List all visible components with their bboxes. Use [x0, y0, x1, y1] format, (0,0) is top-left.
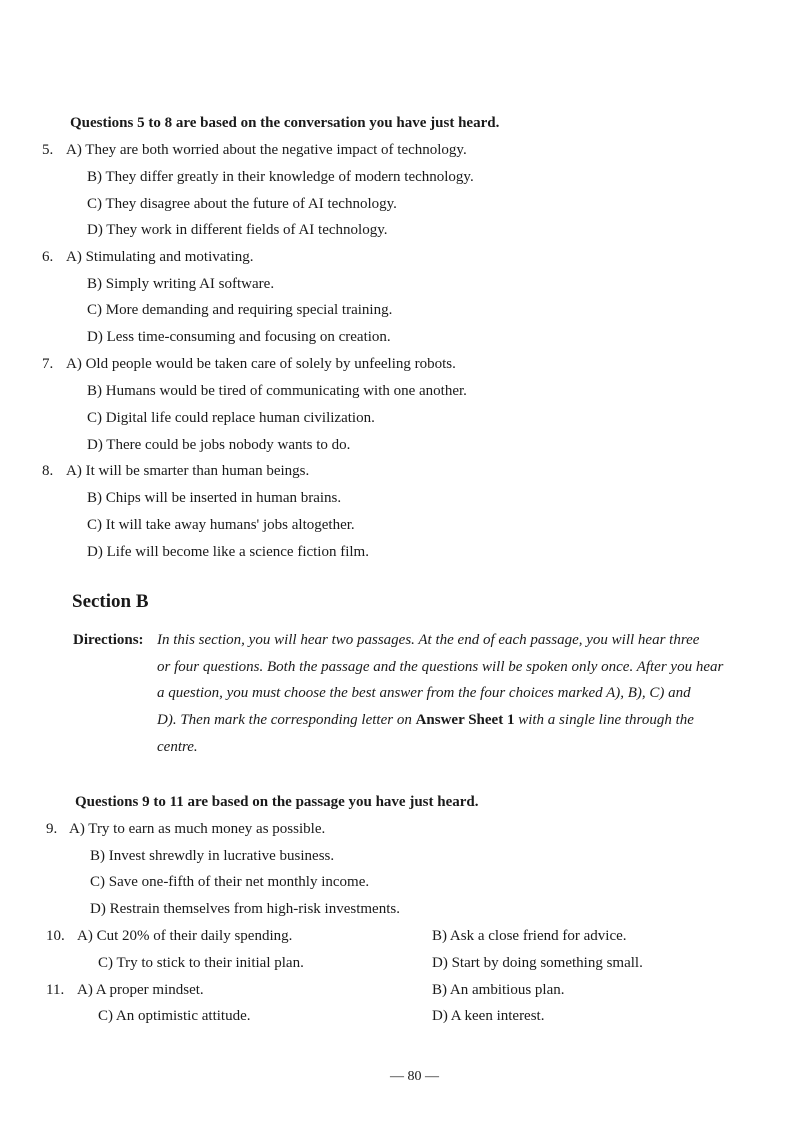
question-10-option-b: B) Ask a close friend for advice.	[432, 928, 627, 944]
question-11-option-a: A) A proper mindset.	[77, 982, 204, 998]
question-11-number: 11.	[46, 982, 65, 998]
directions-line-5: centre.	[157, 739, 198, 755]
question-10-option-c: C) Try to stick to their initial plan.	[98, 955, 304, 971]
questions-5-8-heading: Questions 5 to 8 are based on the conversation you have just heard.	[70, 115, 500, 131]
question-7-option-a: A) Old people would be taken care of solely by unfeeling robots.	[66, 356, 456, 372]
question-6-option-b: B) Simply writing AI software.	[87, 276, 275, 292]
directions-line-4-end: with a single line through the	[514, 712, 694, 728]
question-11-option-c: C) An optimistic attitude.	[98, 1008, 251, 1024]
question-7-number: 7.	[42, 356, 54, 372]
question-9-option-c: C) Save one-fifth of their net monthly income.	[90, 874, 370, 890]
question-8-option-a: A) It will be smarter than human beings.	[66, 463, 310, 479]
question-8-option-d: D) Life will become like a science fiction film.	[87, 544, 369, 560]
question-8-option-b: B) Chips will be inserted in human brains.	[87, 490, 342, 506]
question-5-option-a: A) They are both worried about the negative impact of technology.	[66, 142, 467, 158]
section-b-title: Section B	[72, 591, 149, 612]
directions-line-4	[157, 712, 694, 729]
question-7-option-d: D) There could be jobs nobody wants to do.	[87, 437, 351, 453]
page-number: — 80 —	[390, 1069, 439, 1084]
directions-line-1: In this section, you will hear two passages. At the end of each passage, you will hear three	[157, 632, 700, 648]
directions-label: Directions:	[73, 632, 144, 648]
question-11-option-d: D) A keen interest.	[432, 1008, 545, 1024]
question-9-option-b: B) Invest shrewdly in lucrative business.	[90, 848, 335, 864]
question-7-option-b: B) Humans would be tired of communicating with one another.	[87, 383, 467, 399]
question-6-option-d: D) Less time-consuming and focusing on creation.	[87, 329, 391, 345]
question-10-option-d: D) Start by doing something small.	[432, 955, 643, 971]
questions-9-11-heading: Questions 9 to 11 are based on the passage you have just heard.	[75, 794, 479, 810]
question-10-number: 10.	[46, 928, 65, 944]
question-9-number: 9.	[46, 821, 58, 837]
question-10-option-a: A) Cut 20% of their daily spending.	[77, 928, 293, 944]
question-9-option-a: A) Try to earn as much money as possible.	[69, 821, 326, 837]
directions-line-3: a question, you must choose the best answer from the four choices marked A), B), C) and	[157, 685, 691, 701]
question-11-option-b: B) An ambitious plan.	[432, 982, 565, 998]
question-5-option-c: C) They disagree about the future of AI technology.	[87, 196, 397, 212]
question-5-number: 5.	[42, 142, 54, 158]
answer-sheet-label: Answer Sheet 1	[415, 712, 515, 728]
question-6-number: 6.	[42, 249, 54, 265]
question-5-option-b: B) They differ greatly in their knowledge of modern technology.	[87, 169, 474, 185]
question-5-option-d: D) They work in different fields of AI technology.	[87, 222, 388, 238]
question-7-option-c: C) Digital life could replace human civilization.	[87, 410, 375, 426]
directions-line-2: or four questions. Both the passage and the questions will be spoken only once. After you hear	[157, 659, 724, 675]
question-8-number: 8.	[42, 463, 54, 479]
question-6-option-a: A) Stimulating and motivating.	[66, 249, 254, 265]
question-9-option-d: D) Restrain themselves from high-risk investments.	[90, 901, 400, 917]
directions-line-4-start: D). Then mark the corresponding letter on	[157, 712, 416, 728]
question-8-option-c: C) It will take away humans' jobs altogether.	[87, 517, 355, 533]
question-6-option-c: C) More demanding and requiring special training.	[87, 302, 393, 318]
